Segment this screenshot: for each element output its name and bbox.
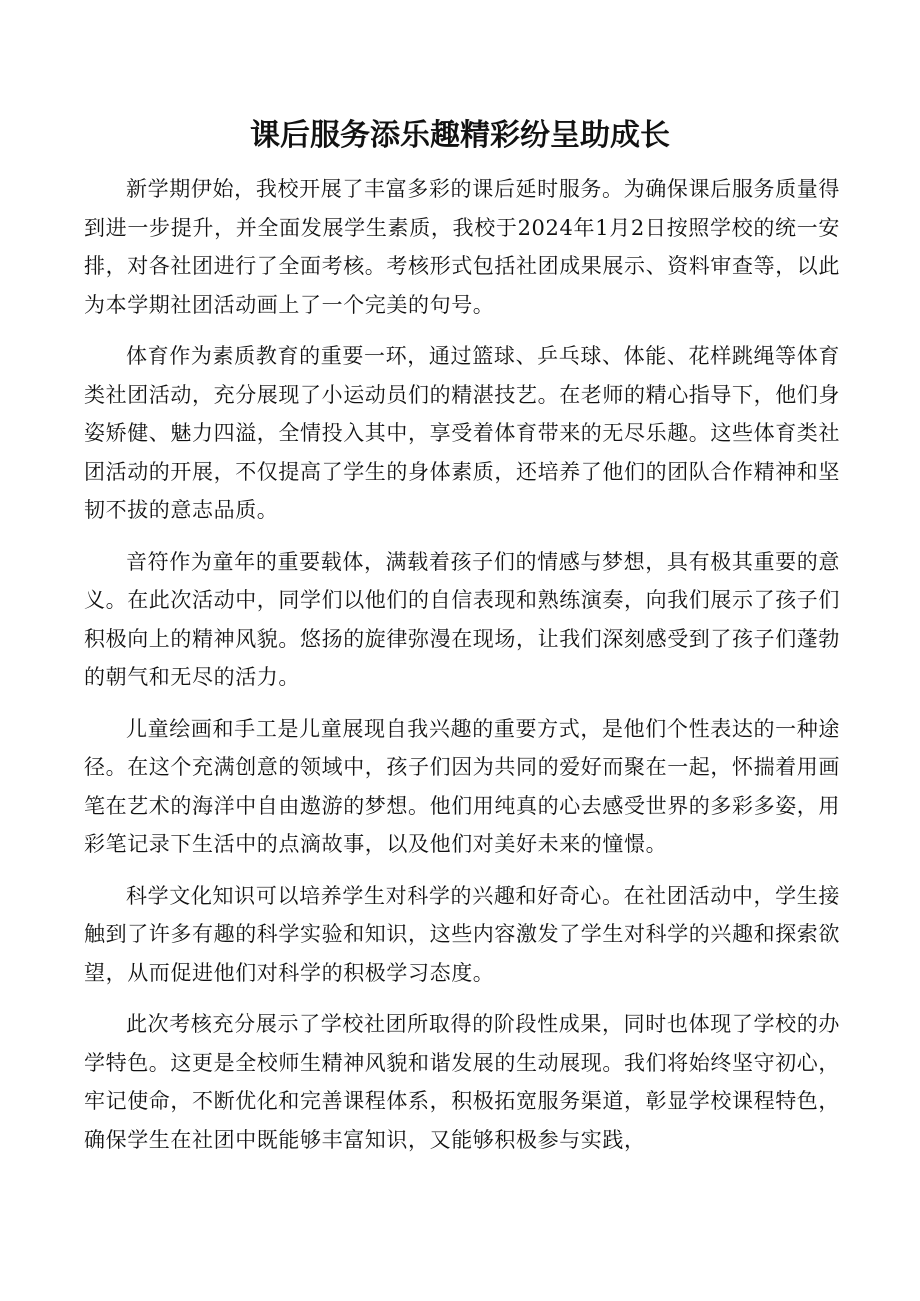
- paragraph-art: 儿童绘画和手工是儿童展现自我兴趣的重要方式，是他们个性表达的一种途径。在这个充满创意的领域中，孩子们因为共同的爱好而聚在一起，怀揣着用画笔在艺术的海洋中自由遨游的梦想。他们用纯真的心去感受世界的多彩多姿，用彩笔记录下生活中的点滴故事，以及他们对美好未来的憧憬。: [84, 716, 840, 856]
- document-body: [84, 170, 840, 1172]
- paragraph-science: 科学文化知识可以培养学生对科学的兴趣和好奇心。在社团活动中，学生接触到了许多有趣的科学实验和知识，这些内容激发了学生对科学的兴趣和探索欲望，从而促进他们对科学的积极学习态度。: [84, 883, 840, 985]
- paragraph-music: 音符作为童年的重要载体，满载着孩子们的情感与梦想，具有极其重要的意义。在此次活动中，同学们以他们的自信表现和熟练演奏，向我们展示了孩子们积极向上的精神风貌。悠扬的旋律弥漫在现场，让我们深刻感受到了孩子们蓬勃的朝气和无尽的活力。: [84, 549, 840, 689]
- document-title: 课后服务添乐趣精彩纷呈助成长: [250, 118, 670, 153]
- paragraph-conclusion: 此次考核充分展示了学校社团所取得的阶段性成果，同时也体现了学校的办学特色。这更是全校师生精神风貌和谐发展的生动展现。我们将始终坚守初心，牢记使命，不断优化和完善课程体系，积极拓宽服务渠道，彰显学校课程特色，确保学生在社团中既能够丰富知识，又能够积极参与实践，: [84, 1012, 840, 1152]
- paragraph-intro: 新学期伊始，我校开展了丰富多彩的课后延时服务。为确保课后服务质量得到进一步提升，并全面发展学生素质，我校于2024年1月2日按照学校的统一安排，对各社团进行了全面考核。考核形式包括社团成果展示、资料审查等，以此为本学期社团活动画上了一个完美的句号。: [84, 177, 840, 317]
- paragraph-sports: 体育作为素质教育的重要一环，通过篮球、乒乓球、体能、花样跳绳等体育类社团活动，充分展现了小运动员们的精湛技艺。在老师的精心指导下，他们身姿矫健、魅力四溢，全情投入其中，享受着体育带来的无尽乐趣。这些体育类社团活动的开展，不仅提高了学生的身体素质，还培养了他们的团队合作精神和坚韧不拔的意志品质。: [84, 344, 840, 522]
